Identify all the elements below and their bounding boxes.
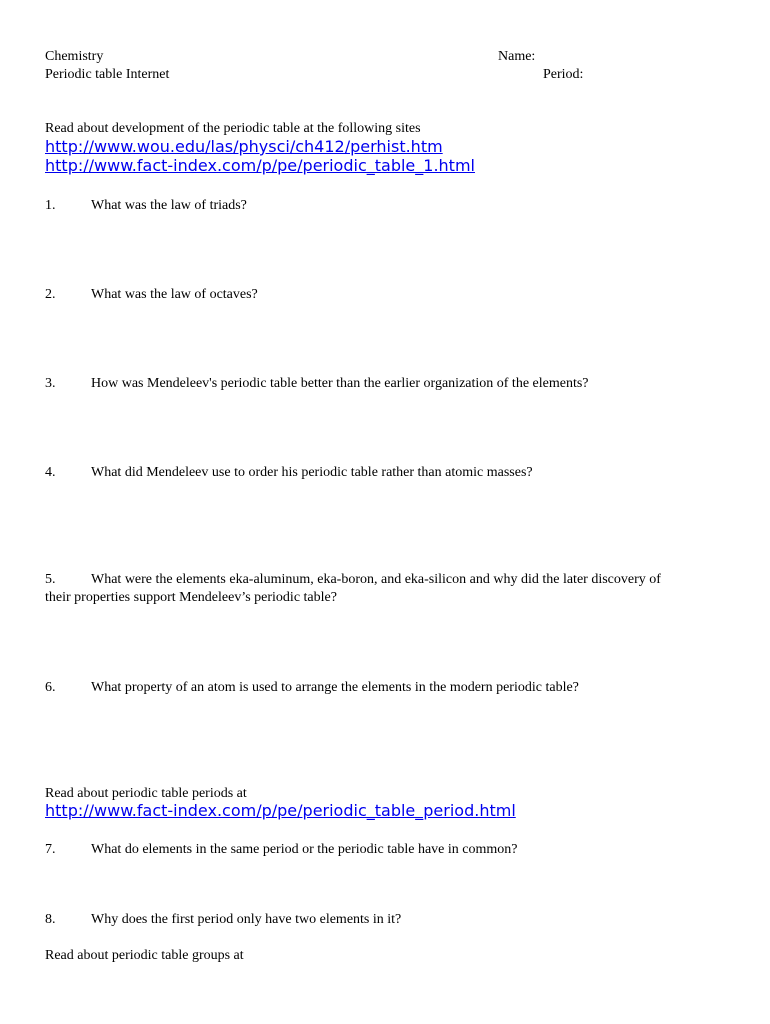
- question-text: Why does the first period only have two elements in it?: [91, 912, 402, 927]
- name-label: Name:: [498, 49, 536, 64]
- question-text: How was Mendeleev's periodic table better than the earlier organization of the elements?: [91, 376, 589, 391]
- period-label: Period:: [543, 67, 584, 82]
- section-intro-periods: Read about periodic table periods at: [45, 786, 247, 801]
- question-text-continued: their properties support Mendeleev’s periodic table?: [45, 590, 337, 605]
- question-text: What was the law of octaves?: [91, 287, 258, 302]
- subject-label: Chemistry: [45, 49, 104, 64]
- question-number: 1.: [45, 198, 56, 213]
- question-number: 2.: [45, 287, 56, 302]
- section-intro-development: Read about development of the periodic table at the following sites: [45, 121, 421, 136]
- link-fact-index-periodic-table-period[interactable]: http://www.fact-index.com/p/pe/periodic_table_period.html: [45, 801, 516, 820]
- question-5: [45, 571, 725, 607]
- question-text: What did Mendeleev use to order his periodic table rather than atomic masses?: [91, 465, 533, 480]
- question-number: 6.: [45, 680, 56, 695]
- section-intro-groups: Read about periodic table groups at: [45, 948, 244, 963]
- link-wou-perhist[interactable]: http://www.wou.edu/las/physci/ch412/perhist.htm: [45, 137, 443, 156]
- question-text: What do elements in the same period or the periodic table have in common?: [91, 842, 518, 857]
- question-number: 4.: [45, 465, 56, 480]
- question-text: What were the elements eka-aluminum, eka-boron, and eka-silicon and why did the later discovery of: [91, 572, 661, 587]
- question-number: 3.: [45, 376, 56, 391]
- question-text: What property of an atom is used to arrange the elements in the modern periodic table?: [91, 680, 579, 695]
- question-number: 5.: [45, 572, 56, 587]
- question-text: What was the law of triads?: [91, 198, 247, 213]
- topic-label: Periodic table Internet: [45, 67, 170, 82]
- question-number: 8.: [45, 912, 56, 927]
- link-fact-index-periodic-table[interactable]: http://www.fact-index.com/p/pe/periodic_table_1.html: [45, 156, 475, 175]
- question-number: 7.: [45, 842, 56, 857]
